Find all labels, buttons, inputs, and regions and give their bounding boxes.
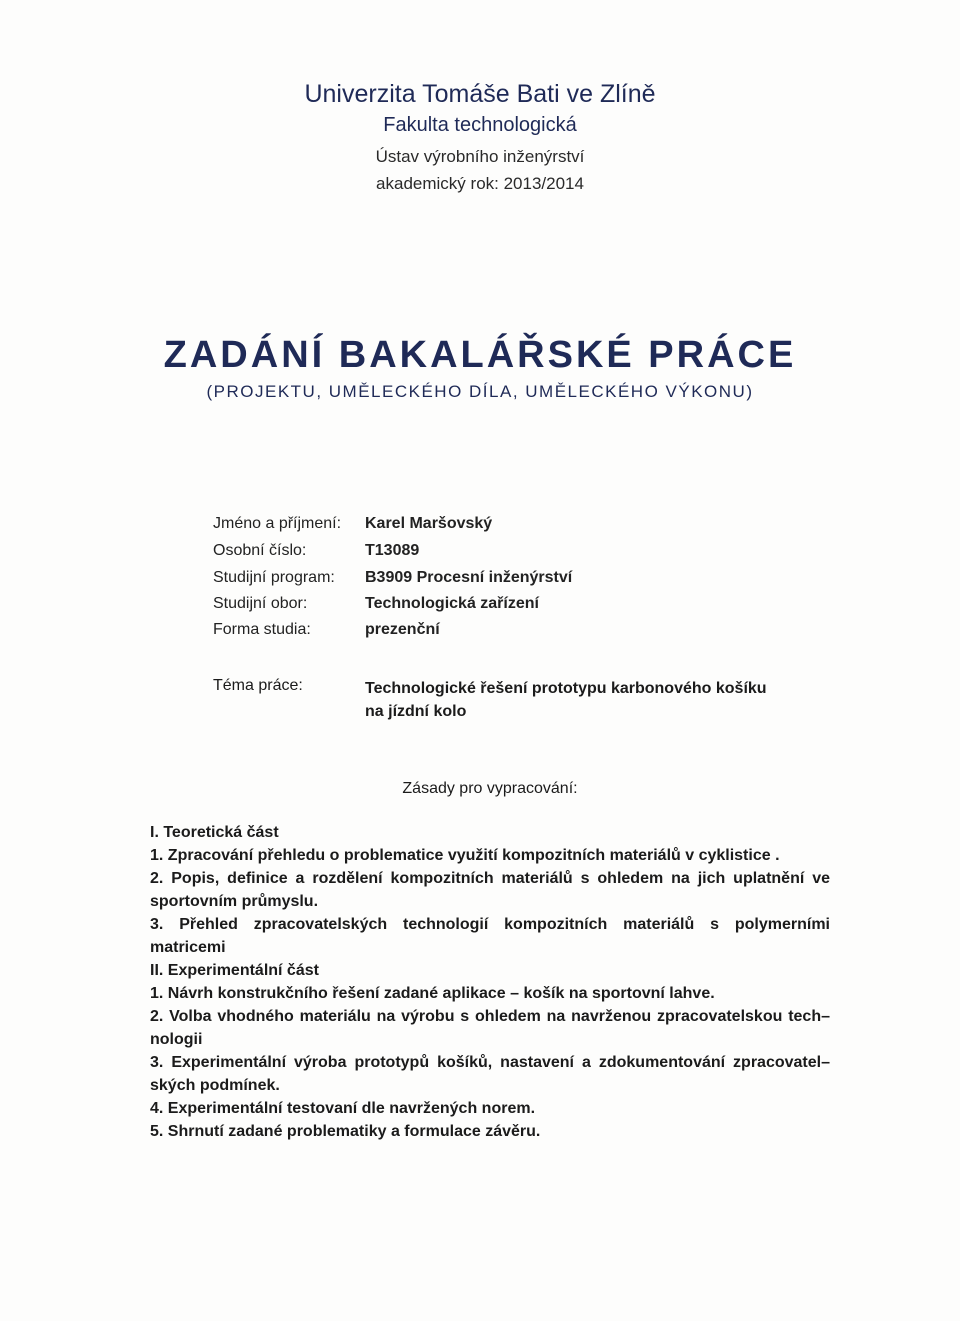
section-heading: I. Teoretická část: [150, 824, 279, 841]
list-item: 3. Experimentální výroba prototypů košíků, nastavení a zdokumentování zpracovatel–ských podmínek.: [150, 1054, 830, 1094]
theme-label: Téma práce:: [213, 677, 303, 694]
principles-list: [150, 821, 830, 1143]
list-item: 2. Popis, definice a rozdělení kompozitních materiálů s ohledem na jich uplatnění ve sportovním průmyslu.: [150, 870, 830, 910]
list-item: 1. Návrh konstrukčního řešení zadané aplikace – košík na sportovní lahve.: [150, 985, 715, 1002]
faculty-name: Fakulta technologická: [383, 114, 577, 136]
field-label: Studijní obor:: [213, 595, 308, 612]
program-value: B3909 Procesní inženýrství: [365, 569, 573, 586]
program-label: Studijní program:: [213, 569, 335, 586]
list-item: 5. Shrnutí zadané problematiky a formulace závěru.: [150, 1123, 541, 1140]
form-value: prezenční: [365, 621, 440, 638]
id-label: Osobní číslo:: [213, 542, 307, 559]
name-value: Karel Maršovský: [365, 515, 493, 532]
section-heading: II. Experimentální část: [150, 962, 319, 979]
list-item: 4. Experimentální testovaní dle navržených norem.: [150, 1100, 536, 1117]
name-label: Jméno a příjmení:: [213, 515, 342, 532]
academic-year: akademický rok: 2013/2014: [376, 174, 584, 193]
principles-heading: Zásady pro vypracování:: [402, 780, 578, 797]
list-item: 3. Přehled zpracovatelských technologií kompozitních materiálů s polymerními matricemi: [150, 916, 830, 956]
institute-name: Ústav výrobního inženýrství: [375, 147, 585, 166]
id-value: T13089: [365, 542, 420, 559]
form-label: Forma studia:: [213, 621, 311, 638]
theme-value: Technologické řešení prototypu karbonového košíku na jízdní kolo: [365, 680, 767, 720]
field-value: Technologická zařízení: [365, 595, 539, 612]
university-name: Univerzita Tomáše Bati ve Zlíně: [304, 80, 656, 108]
list-item: 1. Zpracování přehledu o problematice využití kompozitních materiálů v cyklistice .: [150, 847, 780, 864]
document-subtitle: (PROJEKTU, UMĚLECKÉHO DÍLA, UMĚLECKÉHO VÝKONU): [206, 382, 754, 401]
list-item: 2. Volba vhodného materiálu na výrobu s ohledem na navrženou zpracovatelskou tech–nologii: [150, 1008, 830, 1048]
document-title: ZADÁNÍ BAKALÁŘSKÉ PRÁCE: [163, 334, 797, 376]
